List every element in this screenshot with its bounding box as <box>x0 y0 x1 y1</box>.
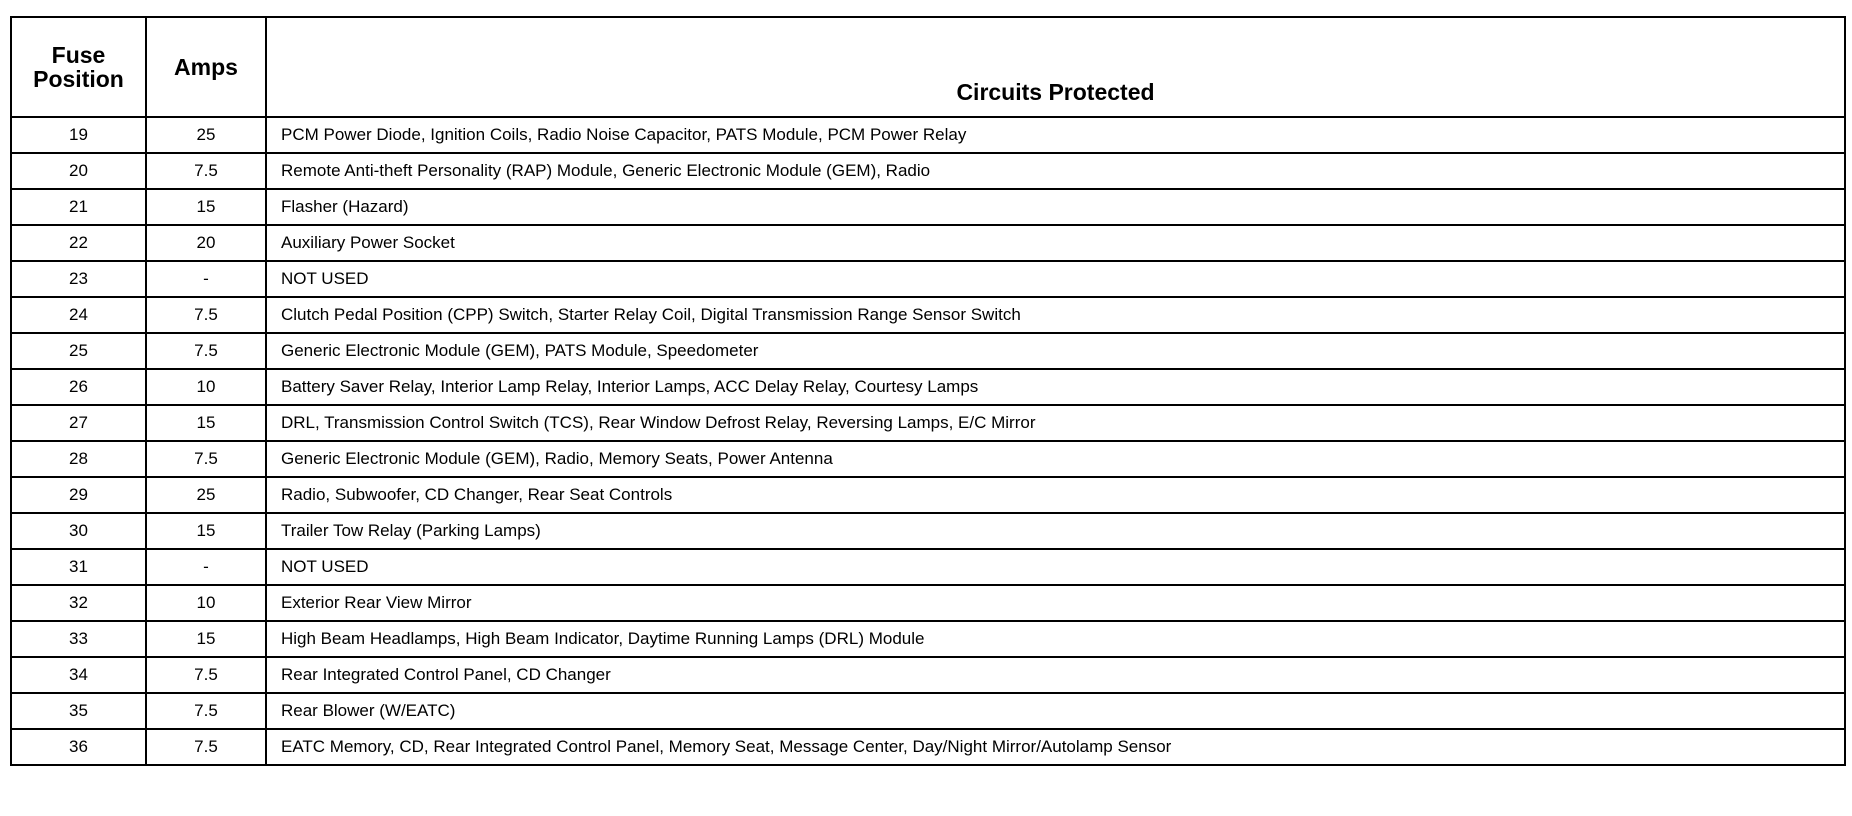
fuse-position-cell: 33 <box>11 621 146 657</box>
fuse-position-cell: 24 <box>11 297 146 333</box>
circuits-protected-cell: PCM Power Diode, Ignition Coils, Radio Noise Capacitor, PATS Module, PCM Power Relay <box>266 117 1845 153</box>
amps-cell: 15 <box>146 189 266 225</box>
table-row <box>11 441 1845 477</box>
amps-cell: 25 <box>146 117 266 153</box>
table-row <box>11 369 1845 405</box>
amps-cell: 7.5 <box>146 693 266 729</box>
circuits-protected-cell: Trailer Tow Relay (Parking Lamps) <box>266 513 1845 549</box>
fuse-position-cell: 32 <box>11 585 146 621</box>
fuse-table <box>10 16 1846 766</box>
fuse-position-cell: 28 <box>11 441 146 477</box>
fuse-position-cell: 21 <box>11 189 146 225</box>
circuits-protected-cell: Clutch Pedal Position (CPP) Switch, Starter Relay Coil, Digital Transmission Range Sensor Switch <box>266 297 1845 333</box>
circuits-protected-cell: Generic Electronic Module (GEM), Radio, Memory Seats, Power Antenna <box>266 441 1845 477</box>
table-body <box>11 117 1845 765</box>
amps-cell: 15 <box>146 405 266 441</box>
table-row <box>11 297 1845 333</box>
amps-cell: 7.5 <box>146 657 266 693</box>
circuits-protected-cell: NOT USED <box>266 549 1845 585</box>
circuits-protected-cell: DRL, Transmission Control Switch (TCS), Rear Window Defrost Relay, Reversing Lamps, E/C Mirror <box>266 405 1845 441</box>
circuits-protected-cell: EATC Memory, CD, Rear Integrated Control Panel, Memory Seat, Message Center, Day/Night Mirror/Autolamp Sensor <box>266 729 1845 765</box>
table-header-row <box>11 17 1845 117</box>
fuse-position-cell: 20 <box>11 153 146 189</box>
amps-cell: 7.5 <box>146 333 266 369</box>
table-row <box>11 657 1845 693</box>
table-row <box>11 261 1845 297</box>
table-row <box>11 513 1845 549</box>
table-row <box>11 189 1845 225</box>
amps-cell: 10 <box>146 585 266 621</box>
fuse-position-cell: 27 <box>11 405 146 441</box>
amps-cell: 7.5 <box>146 153 266 189</box>
table-row <box>11 333 1845 369</box>
circuits-protected-cell: Radio, Subwoofer, CD Changer, Rear Seat Controls <box>266 477 1845 513</box>
column-header-fuse-position <box>11 17 146 117</box>
circuits-protected-cell: Rear Blower (W/EATC) <box>266 693 1845 729</box>
fuse-position-cell: 19 <box>11 117 146 153</box>
fuse-position-cell: 35 <box>11 693 146 729</box>
column-header-amps: Amps <box>146 17 266 117</box>
fuse-position-cell: 30 <box>11 513 146 549</box>
circuits-protected-cell: Remote Anti-theft Personality (RAP) Module, Generic Electronic Module (GEM), Radio <box>266 153 1845 189</box>
amps-cell: 7.5 <box>146 297 266 333</box>
amps-cell: 7.5 <box>146 729 266 765</box>
circuits-protected-cell: Flasher (Hazard) <box>266 189 1845 225</box>
table-row <box>11 729 1845 765</box>
circuits-protected-cell: Generic Electronic Module (GEM), PATS Module, Speedometer <box>266 333 1845 369</box>
circuits-protected-cell: Battery Saver Relay, Interior Lamp Relay, Interior Lamps, ACC Delay Relay, Courtesy Lamps <box>266 369 1845 405</box>
amps-cell: 20 <box>146 225 266 261</box>
fuse-position-cell: 29 <box>11 477 146 513</box>
fuse-position-cell: 34 <box>11 657 146 693</box>
amps-cell: - <box>146 261 266 297</box>
amps-cell: 10 <box>146 369 266 405</box>
table-row <box>11 225 1845 261</box>
circuits-protected-cell: Exterior Rear View Mirror <box>266 585 1845 621</box>
table-row <box>11 585 1845 621</box>
circuits-protected-cell: High Beam Headlamps, High Beam Indicator, Daytime Running Lamps (DRL) Module <box>266 621 1845 657</box>
amps-cell: - <box>146 549 266 585</box>
fuse-position-cell: 26 <box>11 369 146 405</box>
table-row <box>11 693 1845 729</box>
fuse-position-cell: 25 <box>11 333 146 369</box>
table-row <box>11 549 1845 585</box>
table-row <box>11 153 1845 189</box>
table-row <box>11 477 1845 513</box>
amps-cell: 15 <box>146 621 266 657</box>
column-header-fuse-position-line1: Fuse <box>51 42 106 68</box>
circuits-protected-cell: NOT USED <box>266 261 1845 297</box>
column-header-fuse-position-line2: Position <box>33 66 124 92</box>
fuse-position-cell: 22 <box>11 225 146 261</box>
table-row <box>11 621 1845 657</box>
table-row <box>11 117 1845 153</box>
table-row <box>11 405 1845 441</box>
amps-cell: 25 <box>146 477 266 513</box>
circuits-protected-cell: Auxiliary Power Socket <box>266 225 1845 261</box>
amps-cell: 15 <box>146 513 266 549</box>
amps-cell: 7.5 <box>146 441 266 477</box>
fuse-position-cell: 23 <box>11 261 146 297</box>
column-header-circuits-protected: Circuits Protected <box>266 17 1845 117</box>
circuits-protected-cell: Rear Integrated Control Panel, CD Changer <box>266 657 1845 693</box>
fuse-position-cell: 36 <box>11 729 146 765</box>
fuse-position-cell: 31 <box>11 549 146 585</box>
